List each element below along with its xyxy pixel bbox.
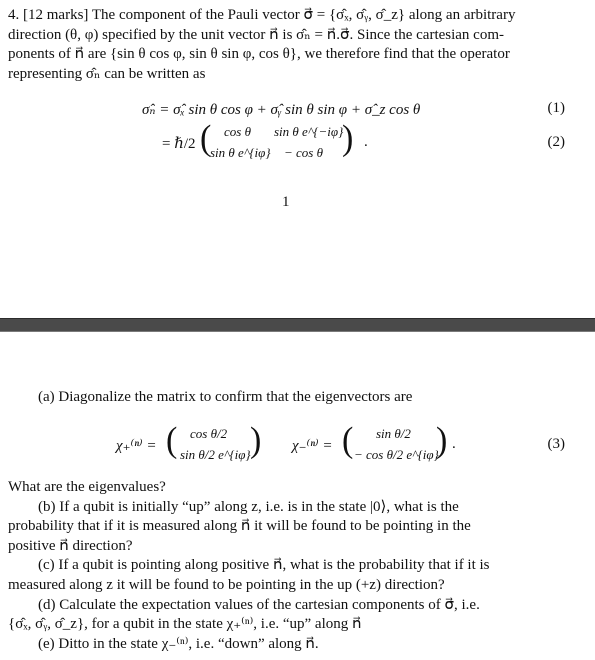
part-a-line: (a) Diagonalize the matrix to confirm that the eigenvectors are (38, 389, 413, 405)
question-line-7: (d) Calculate the expectation values of the cartesian components of σ⃗, i.e. (38, 596, 480, 613)
intro-line-1: 4. [12 marks] The component of the Pauli vector σ⃗ = {σ̂ₓ, σ̂ᵧ, σ̂_z} along an arbitrary (8, 7, 516, 23)
page-separator (0, 318, 595, 332)
question-line-9: (e) Ditto in the state χ₋⁽ⁿ⁾, i.e. “down” along n⃗. (38, 635, 319, 652)
chi-minus-label: χ₋⁽ⁿ⁾ = (292, 438, 333, 454)
chi-plus-right-paren: ) (250, 421, 262, 460)
chi-minus-bottom: − cos θ/2 e^{iφ} (354, 447, 439, 462)
question-line-6: measured along z it will be found to be pointing in the up (+z) direction? (8, 576, 445, 593)
equation-2-prefix: = ℏ/2 (162, 136, 196, 152)
intro-line-4: representing σ̂ₙ can be written as (8, 65, 206, 82)
chi-plus-left-paren: ( (166, 421, 178, 460)
chi-minus-right-paren: ) (436, 421, 448, 460)
equation-3-number: (3) (547, 436, 565, 452)
equation-1: σ̂ₙ = σ̂ₓ sin θ cos φ + σ̂ᵧ sin θ sin φ + σ̂_z cos θ (142, 102, 421, 118)
chi-plus-label: χ₊⁽ⁿ⁾ = (116, 438, 157, 454)
right-paren: ) (342, 119, 354, 158)
matrix-cell-a21: sin θ e^{iφ} (210, 145, 271, 160)
left-paren: ( (200, 119, 212, 158)
page-top (0, 0, 595, 318)
page-bottom (0, 332, 595, 660)
question-line-3: probability that if it is measured along n⃗ it will be found to be pointing in the (8, 518, 471, 535)
equation-3-suffix: . (452, 436, 456, 452)
chi-plus-top: cos θ/2 (190, 426, 228, 441)
part-a-text (38, 388, 578, 408)
chi-minus-left-paren: ( (342, 421, 354, 460)
questions (8, 478, 578, 654)
problem-intro (8, 6, 578, 84)
equation-2-number: (2) (547, 134, 565, 150)
question-line-5: (c) If a qubit is pointing along positive n⃗, what is the probability that if it is (38, 557, 490, 574)
question-line-1: What are the eigenvalues? (8, 479, 166, 495)
chi-minus-vector (342, 421, 448, 468)
equation-2-suffix: . (364, 134, 368, 150)
page-number: 1 (282, 194, 290, 210)
question-line-4: positive n⃗ direction? (8, 537, 133, 554)
matrix-cell-a22: − cos θ (284, 145, 323, 160)
chi-plus-bottom: sin θ/2 e^{iφ} (180, 447, 251, 462)
chi-minus-top: sin θ/2 (376, 426, 411, 441)
intro-line-3: ponents of n⃗ are {sin θ cos φ, sin θ sin φ, cos θ}, we therefore find that the operator (8, 46, 510, 63)
question-line-2: (b) If a qubit is initially “up” along z, i.e. is in the state |0⟩, what is the (38, 498, 459, 515)
matrix-cell-a11: cos θ (224, 124, 251, 139)
question-line-8: {σ̂ₓ, σ̂ᵧ, σ̂_z}, for a qubit in the state χ₊⁽ⁿ⁾, i.e. “up” along n⃗ (8, 616, 362, 633)
chi-plus-vector (166, 421, 262, 468)
equation-1-number: (1) (547, 100, 565, 116)
equation-2-matrix (200, 119, 356, 166)
intro-line-2: direction (θ, φ) specified by the unit vector n⃗ is σ̂ₙ = n⃗.σ⃗. Since the cartesian com- (8, 26, 505, 43)
matrix-cell-a12: sin θ e^{−iφ} (274, 124, 344, 139)
